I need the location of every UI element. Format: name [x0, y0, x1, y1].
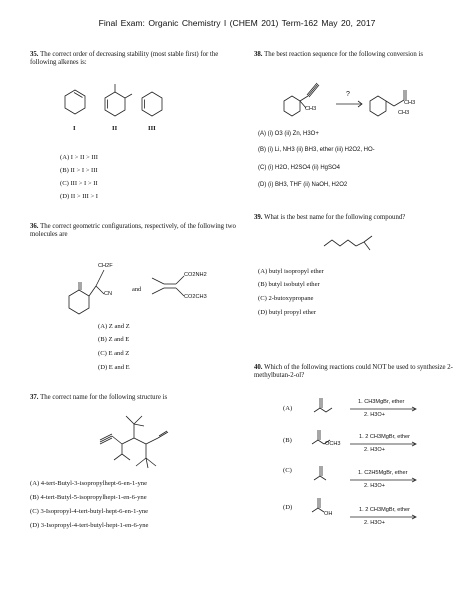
question-text: The correct geometric configurations, respectively, of the following two molecules are: [30, 223, 236, 239]
answer-option: (A) Z and Z: [98, 323, 130, 330]
answer-option: (B) II > I > III: [60, 167, 98, 174]
substituent-label: CN: [104, 291, 113, 297]
reagent-step-2: 2. H3O+: [364, 520, 385, 526]
reagent-step-2: 2. H3O+: [364, 412, 385, 418]
substituent-label: OCH3: [325, 441, 341, 447]
connector-text: and: [132, 286, 142, 293]
reaction-arrow: [350, 478, 418, 482]
question-35: [30, 51, 230, 67]
reaction-arrow: [350, 407, 418, 411]
page-header: Final Exam: Organic Chemistry I (CHEM 201) Term-162 May 20, 2017: [98, 18, 376, 28]
answer-option: (C) 2-butoxypropane: [258, 295, 314, 302]
conversion-scheme: [278, 78, 458, 122]
question-number: 37.: [30, 394, 39, 401]
answer-option: (D) 3-Isopropyl-4-tert-butyl-hept-1-en-6-yne: [30, 522, 149, 529]
question-number: 35.: [30, 51, 39, 58]
reaction-label: (B): [283, 437, 292, 444]
answer-option: (C) 3-Isopropyl-4-tert-butyl-hept-6-en-1-yne: [30, 508, 149, 515]
molecule-1: [64, 262, 124, 322]
arrow-label: ?: [346, 91, 350, 98]
question-number: 36.: [30, 223, 39, 230]
reagent-step-1: 1. 2 CH3MgBr, ether: [359, 434, 410, 440]
reagent-step-1: 1. C2H5MgBr, ether: [358, 470, 408, 476]
answer-option: (B) 4-tert-Butyl-5-isopropylhept-1-en-6-yne: [30, 494, 147, 501]
question-40: [254, 364, 454, 380]
answer-option: (B) butyl isobutyl ether: [258, 281, 320, 288]
question-text: The correct order of decreasing stability (most stable first) for the following alkenes is:: [30, 51, 219, 67]
reactant-c: [312, 462, 332, 484]
answer-option: (A) (i) O3 (ii) Zn, H3O+: [258, 131, 319, 137]
structure-label: I: [73, 125, 76, 132]
reaction-label: (A): [283, 405, 293, 412]
reaction-arrow: [350, 442, 418, 446]
reagent-step-1: 1. 2 CH3MgBr, ether: [359, 507, 410, 513]
reaction-label: (C): [283, 467, 292, 474]
substituent-label: CO2CH3: [184, 294, 207, 300]
question-number: 38.: [254, 51, 263, 58]
answer-option: (A) I > II > III: [60, 154, 99, 161]
question-text: Which of the following reactions could NOT be used to synthesize 2-methylbutan-2-ol?: [254, 364, 453, 380]
reaction-label: (D): [283, 504, 293, 511]
question-36: [30, 223, 240, 239]
answer-option: (B) Z and E: [98, 336, 130, 343]
structure-label: III: [148, 125, 156, 132]
structure-37: [90, 408, 200, 478]
reagent-step-1: 1. CH3MgBr, ether: [358, 399, 405, 405]
answer-option: (D) II > III > I: [60, 193, 99, 200]
answer-option: (D) (i) BH3, THF (ii) NaOH, H2O2: [258, 182, 348, 188]
answer-option: (A) butyl isopropyl ether: [258, 268, 324, 275]
ether-structure: [320, 232, 390, 256]
question-number: 39.: [254, 214, 263, 221]
substituent-label: CH2F: [98, 263, 113, 269]
substituent-label: CH3: [398, 110, 410, 116]
question-text: What is the best name for the following compound?: [264, 214, 406, 221]
substituent-label: CH3: [404, 100, 416, 106]
question-37: [30, 394, 240, 402]
answer-option: (B) (i) Li, NH3 (ii) BH3, ether (iii) H2O2, HO-: [258, 147, 375, 153]
answer-option: (D) E and E: [98, 364, 130, 371]
reactant-a: [312, 394, 334, 418]
substituent-label: OH: [324, 511, 333, 517]
structure-label: II: [112, 125, 118, 132]
question-39: [254, 214, 454, 222]
reaction-arrow: [350, 515, 418, 519]
reagent-step-2: 2. H3O+: [364, 483, 385, 489]
reagent-step-2: 2. H3O+: [364, 447, 385, 453]
question-38: [254, 51, 454, 59]
answer-option: (C) E and Z: [98, 350, 130, 357]
answer-option: (C) III > I > II: [60, 180, 98, 187]
alkene-structures: [60, 86, 180, 126]
substituent-label: CH3: [305, 106, 317, 112]
answer-option: (D) butyl propyl ether: [258, 309, 317, 316]
question-text: The best reaction sequence for the following conversion is: [264, 51, 423, 58]
question-number: 40.: [254, 364, 263, 371]
question-text: The correct name for the following structure is: [40, 394, 168, 401]
substituent-label: CO2NH2: [184, 272, 207, 278]
answer-option: (A) 4-tert-Butyl-3-isopropylhept-6-en-1-yne: [30, 480, 148, 487]
answer-option: (C) (i) H2O, H2SO4 (ii) HgSO4: [258, 165, 341, 171]
